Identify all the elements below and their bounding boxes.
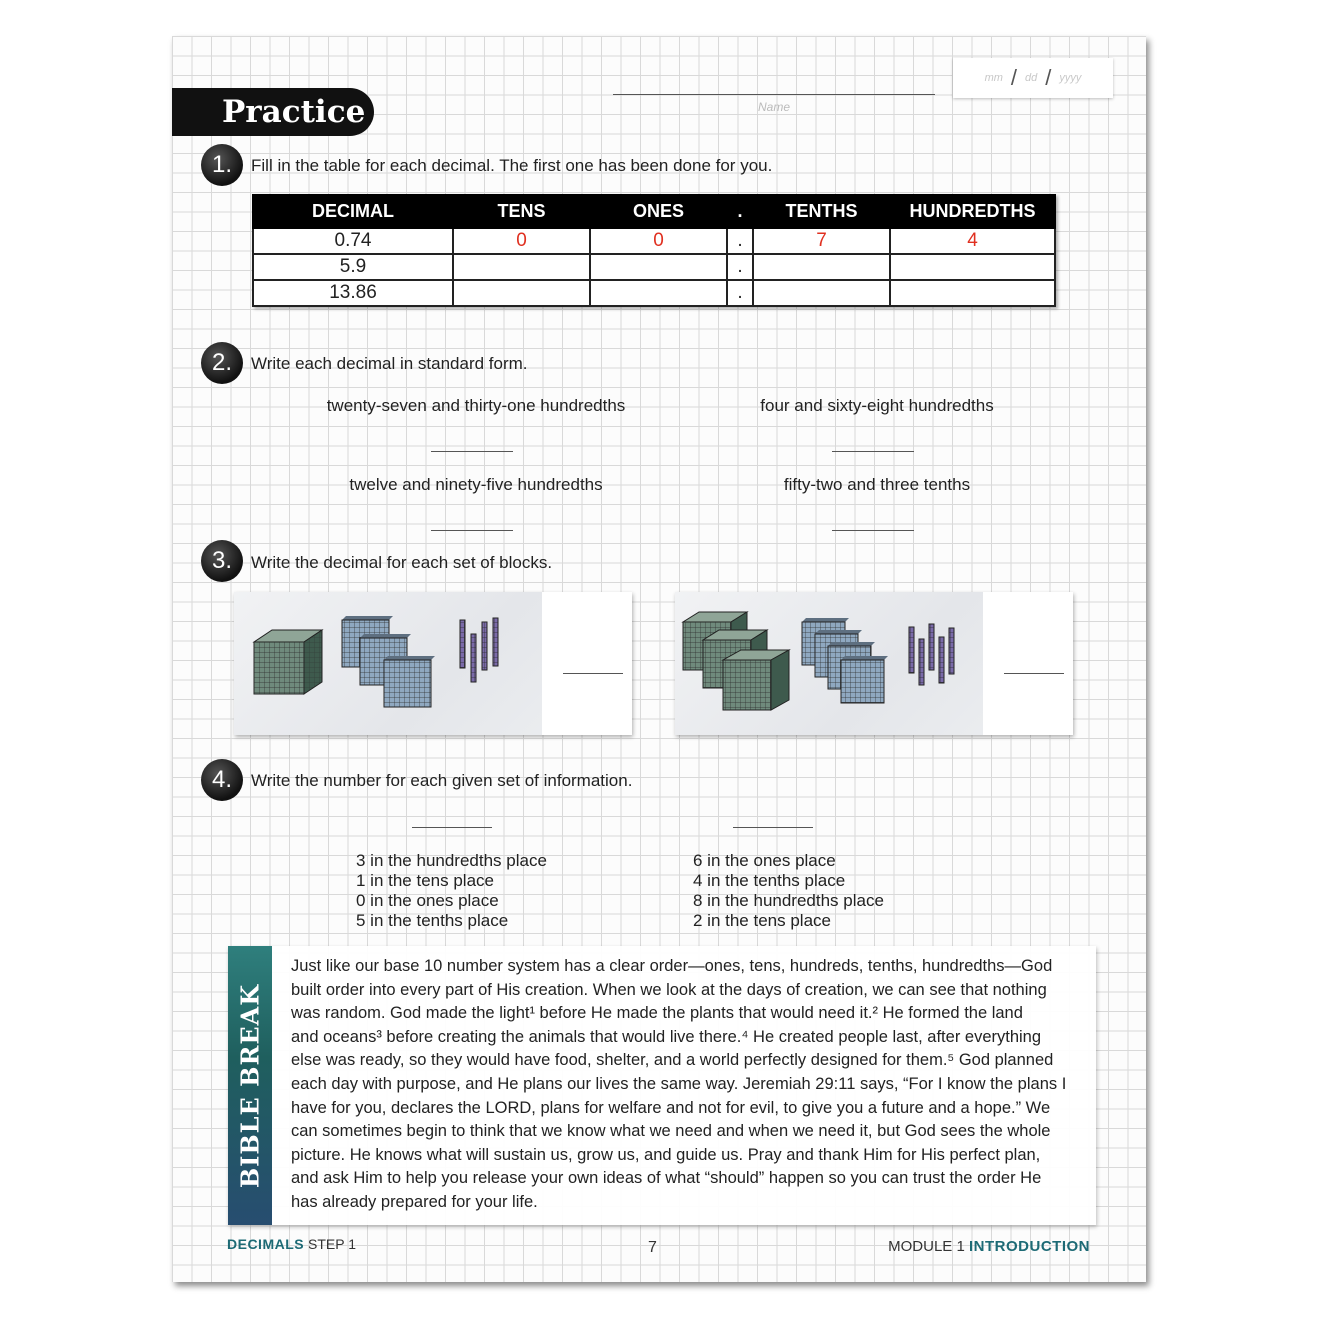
- ten-rod: [919, 639, 924, 685]
- column-header: DECIMAL: [253, 195, 453, 228]
- ten-rod: [460, 620, 465, 668]
- column-header: TENTHS: [753, 195, 890, 228]
- ten-rod: [929, 624, 934, 670]
- ten-rod: [493, 618, 498, 666]
- date-month: mm: [984, 72, 1003, 84]
- question-3-badge: [201, 540, 243, 582]
- question-4-badge: [201, 759, 243, 801]
- text-line: else was ready, so they would have food, shelter, and a world perfectly designed for them.⁵ God planned: [291, 1051, 1054, 1070]
- practice-banner: [172, 88, 374, 136]
- bible-break-title: BIBLE BREAK: [235, 983, 265, 1189]
- ten-rod: [471, 634, 476, 682]
- table-cell: 0: [590, 228, 727, 254]
- list-item: 0 in the ones place: [356, 891, 499, 910]
- page-number: 7: [648, 1239, 657, 1256]
- question-number: 4.: [211, 766, 232, 793]
- question-4-instruction: Write the number for each given set of information.: [251, 771, 633, 790]
- standard-form-prompt: twelve and ninety-five hundredths: [349, 475, 603, 494]
- answer-cell[interactable]: [753, 280, 890, 306]
- question-number: 2.: [211, 349, 232, 376]
- answer-line[interactable]: [832, 451, 914, 452]
- table-cell: 4: [890, 228, 1055, 254]
- answer-line[interactable]: [733, 827, 813, 828]
- decimal-table: [252, 194, 1056, 307]
- answer-line[interactable]: [431, 451, 513, 452]
- list-item: 6 in the ones place: [693, 851, 836, 870]
- table-cell: 7: [753, 228, 890, 254]
- table-row: [253, 228, 1055, 254]
- question-2-instruction: Write each decimal in standard form.: [251, 354, 528, 373]
- text-line: built order into every part of His creation. When we look at the days of creation, we can see that nothing: [291, 980, 1047, 999]
- name-label: Name: [757, 100, 790, 114]
- answer-area: [542, 592, 632, 735]
- list-item: 8 in the hundredths place: [693, 891, 884, 910]
- table-header-row: [253, 195, 1055, 228]
- list-item: 3 in the hundredths place: [356, 851, 547, 870]
- answer-cell[interactable]: [753, 254, 890, 280]
- base-ten-blocks-set-2: [675, 592, 1073, 735]
- place-value-info-list: [356, 851, 547, 931]
- date-year: yyyy: [1059, 72, 1082, 84]
- standard-form-prompt: four and sixty-eight hundredths: [760, 396, 994, 415]
- answer-line[interactable]: [832, 530, 914, 531]
- answer-cell[interactable]: [590, 280, 727, 306]
- list-item: 2 in the tens place: [693, 911, 831, 930]
- text-line: Just like our base 10 number system has a clear order—ones, tens, hundreds, tenths, hundredths—God: [291, 957, 1053, 975]
- question-3-instruction: Write the decimal for each set of blocks.: [251, 553, 553, 572]
- hundred-flat: [384, 656, 435, 707]
- table-cell: .: [727, 228, 753, 254]
- text-line: have for you, declares the LORD, plans for welfare and not for evil, to give you a future and a hope.” We: [291, 1098, 1051, 1117]
- standard-form-prompt: fifty-two and three tenths: [783, 475, 971, 494]
- date-separator: /: [1045, 65, 1052, 90]
- thousand-cube: [254, 630, 322, 694]
- answer-line[interactable]: [412, 827, 492, 828]
- table-cell: 0.74: [253, 228, 453, 254]
- date-day: dd: [1025, 72, 1038, 84]
- text-line: each day with purpose, and He plans our lives the same way. Jeremiah 29:11 says, “For I know the plans I: [291, 1074, 1067, 1093]
- base-ten-blocks-illustration: [675, 592, 983, 735]
- base-ten-blocks-illustration: [234, 592, 542, 735]
- question-1-instruction: Fill in the table for each decimal. The first one has been done for you.: [251, 156, 773, 175]
- answer-area: [983, 592, 1073, 735]
- place-value-info-list: [693, 851, 884, 931]
- list-item: 4 in the tenths place: [693, 871, 846, 890]
- bible-break-text: [291, 955, 1081, 1215]
- table-cell: 13.86: [253, 280, 453, 306]
- ten-rod: [939, 637, 944, 683]
- text-line: picture. He knows what will sustain us, grow us, and guide us. Pray and thank Him for His perfect plan,: [291, 1145, 1041, 1164]
- text-line: was random. God made the light¹ before He made the plants that would need it.² He formed the land: [291, 1004, 1023, 1023]
- ten-rod: [909, 627, 914, 673]
- column-header: ONES: [590, 195, 727, 228]
- text-line: can sometimes begin to think that we know what we need and when we need it, but God sees the whole: [291, 1122, 1051, 1141]
- text-line: and ask Him to help you release your own ideas of what “should” happen so you can trust the order He: [291, 1169, 1042, 1188]
- date-separator: /: [1010, 65, 1018, 90]
- column-header: HUNDREDTHS: [890, 195, 1055, 228]
- footer-step: STEP 1: [308, 1236, 357, 1252]
- base-ten-blocks-set-1: [234, 592, 632, 735]
- column-header: TENS: [453, 195, 590, 228]
- answer-cell[interactable]: [890, 254, 1055, 280]
- section-title: Practice: [222, 94, 366, 130]
- name-line[interactable]: [613, 94, 935, 95]
- question-number: 1.: [211, 151, 232, 178]
- table-cell: 5.9: [253, 254, 453, 280]
- answer-cell[interactable]: [453, 280, 590, 306]
- column-header: .: [727, 195, 753, 228]
- text-line: and oceans³ before creating the animals that would live there.⁴ He created people last, after everything: [291, 1027, 1042, 1046]
- worksheet-page: [172, 36, 1146, 1282]
- table-cell: .: [727, 254, 753, 280]
- answer-line[interactable]: [431, 530, 513, 531]
- footer-course: [227, 1236, 356, 1252]
- footer-module: [888, 1238, 1090, 1255]
- date-field[interactable]: [953, 58, 1113, 98]
- ten-rod: [949, 628, 954, 674]
- list-item: 5 in the tenths place: [356, 911, 509, 930]
- answer-cell[interactable]: [890, 280, 1055, 306]
- table-cell: .: [727, 280, 753, 306]
- question-2-badge: [201, 342, 243, 384]
- hundred-flat: [841, 656, 888, 703]
- answer-cell[interactable]: [590, 254, 727, 280]
- answer-line[interactable]: [1004, 673, 1064, 674]
- table-row: [253, 280, 1055, 306]
- footer-course-name: DECIMALS: [227, 1236, 305, 1252]
- question-number: 3.: [211, 547, 232, 574]
- bible-break-strip: [228, 946, 272, 1225]
- answer-line[interactable]: [563, 673, 623, 674]
- bible-break-box: [228, 946, 1096, 1225]
- ten-rod: [482, 622, 487, 670]
- question-1-badge: [201, 144, 243, 186]
- table-row: [253, 254, 1055, 280]
- table-cell: 0: [453, 228, 590, 254]
- text-line: has already prepared for your life.: [291, 1192, 538, 1211]
- list-item: 1 in the tens place: [356, 871, 494, 890]
- standard-form-prompt: twenty-seven and thirty-one hundredths: [326, 396, 626, 415]
- footer-module-section: INTRODUCTION: [969, 1238, 1090, 1255]
- footer-module-name: MODULE 1: [888, 1238, 965, 1255]
- answer-cell[interactable]: [453, 254, 590, 280]
- thousand-cube: [723, 650, 789, 710]
